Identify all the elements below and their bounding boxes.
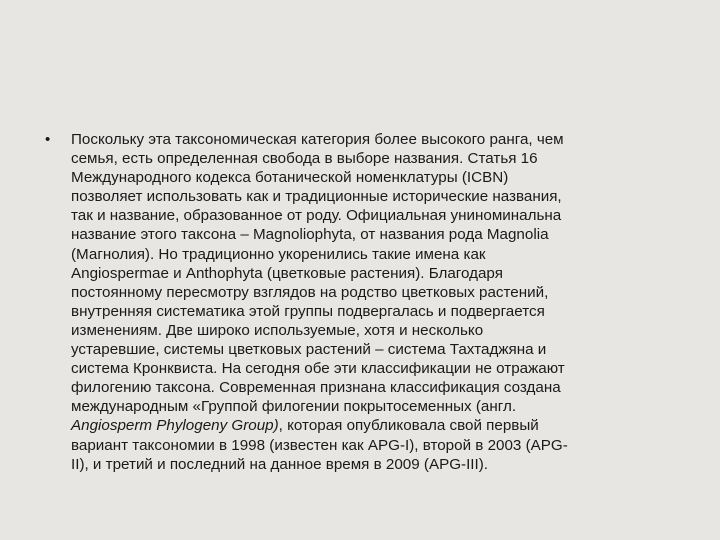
- paragraph: [71, 130, 671, 474]
- text-line: II), и третий и последний на данное время в 2009 (APG-III).: [71, 455, 489, 473]
- bullet-item: [45, 130, 675, 474]
- italic-term: Angiosperm Phylogeny Group): [71, 417, 279, 435]
- text-line: вариант таксономии в 1998 (известен как APG-I), второй в 2003 (APG-: [71, 436, 568, 454]
- text-line: (Магнолия). Но традиционно укоренились такие имена как: [71, 245, 486, 263]
- text-line: внутренняя систематика этой группы подвергалась и подвергается: [71, 302, 545, 320]
- text-line: постоянному пересмотру взглядов на родство цветковых растений,: [71, 283, 549, 301]
- text-line: позволяет использовать как и традиционные исторические названия,: [71, 188, 562, 206]
- text-line: Angiospermae и Anthophyta (цветковые растения). Благодаря: [71, 264, 503, 282]
- text-line: семья, есть определенная свобода в выборе названия. Статья 16: [71, 150, 538, 168]
- text-line: [71, 416, 671, 435]
- text-line: Международного кодекса ботанической номенклатуры (ICBN): [71, 169, 509, 187]
- slide-content: [45, 130, 675, 474]
- bullet-marker: •: [45, 131, 51, 148]
- text-fragment: , которая опубликовала свой первый: [278, 417, 539, 435]
- text-line: система Кронквиста. На сегодня обе эти классификации не отражают: [71, 360, 565, 378]
- text-line: международным «Группой филогении покрытосеменных (англ.: [71, 398, 517, 416]
- text-line: филогению таксона. Современная признана классификация создана: [71, 379, 561, 397]
- text-line: название этого таксона – Magnoliophyta, от названия рода Magnolia: [71, 226, 549, 244]
- text-line: устаревшие, системы цветковых растений – система Тахтаджяна и: [71, 341, 547, 359]
- text-line: Поскольку эта таксономическая категория более высокого ранга, чем: [71, 131, 564, 148]
- text-line: изменениям. Две широко используемые, хотя и несколько: [71, 321, 484, 339]
- text-line: так и название, образованное от роду. Официальная униноминальна: [71, 207, 562, 225]
